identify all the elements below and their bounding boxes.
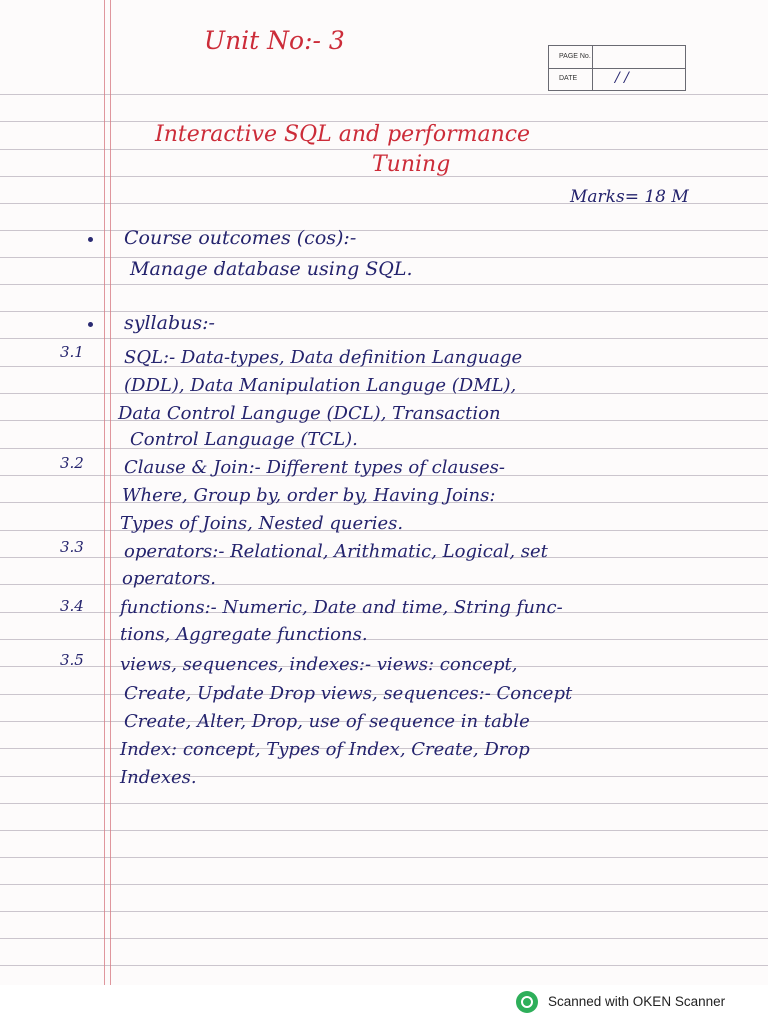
margin-line	[110, 0, 111, 985]
course-outcomes-text: Manage database using SQL.	[130, 258, 413, 280]
ruled-line	[0, 965, 768, 966]
course-outcomes-label: Course outcomes (cos):-	[124, 227, 357, 249]
syllabus-line: SQL:- Data-types, Data definition Language	[124, 347, 523, 368]
syllabus-item-number: 3.3	[60, 538, 84, 556]
syllabus-line: Clause & Join:- Different types of clauses-	[124, 457, 506, 478]
margin-line	[104, 0, 105, 985]
ruled-line	[0, 338, 768, 339]
ruled-line	[0, 230, 768, 231]
syllabus-item-number: 3.1	[60, 343, 84, 361]
page-no-label: PAGE No.	[549, 46, 593, 68]
ruled-line	[0, 830, 768, 831]
ruled-line	[0, 311, 768, 312]
syllabus-line: Types of Joins, Nested queries.	[120, 513, 404, 534]
unit-title-line2: Tuning	[372, 152, 451, 177]
page-date-stamp	[548, 45, 686, 91]
syllabus-line: views, sequences, indexes:- views: concept,	[120, 654, 518, 675]
ruled-line	[0, 938, 768, 939]
syllabus-line: Where, Group by, order by, Having Joins:	[122, 485, 496, 506]
bullet-dot	[88, 322, 93, 327]
syllabus-line: Data Control Languge (DCL), Transaction	[118, 403, 501, 424]
ruled-line	[0, 94, 768, 95]
unit-title-line1: Interactive SQL and performance	[155, 122, 531, 147]
syllabus-line: operators:- Relational, Arithmatic, Logical, set	[124, 541, 548, 562]
syllabus-label: syllabus:-	[124, 312, 215, 334]
ruled-line	[0, 803, 768, 804]
bullet-dot	[88, 237, 93, 242]
scanner-logo-icon	[516, 991, 538, 1013]
syllabus-item-number: 3.2	[60, 454, 84, 472]
syllabus-item-number: 3.4	[60, 597, 84, 615]
scanner-watermark-text: Scanned with OKEN Scanner	[548, 994, 726, 1009]
unit-heading: Unit No:- 3	[204, 26, 345, 55]
ruled-line	[0, 776, 768, 777]
ruled-line	[0, 584, 768, 585]
syllabus-line: Indexes.	[120, 767, 197, 788]
syllabus-line: tions, Aggregate functions.	[120, 624, 368, 645]
ruled-line	[0, 857, 768, 858]
syllabus-line: operators.	[122, 568, 216, 589]
syllabus-line: Create, Update Drop views, sequences:- Concept	[124, 683, 573, 704]
ruled-line	[0, 149, 768, 150]
ruled-line	[0, 911, 768, 912]
ruled-line	[0, 884, 768, 885]
syllabus-item-number: 3.5	[60, 651, 84, 669]
date-value: / /	[615, 70, 629, 86]
syllabus-line: Create, Alter, Drop, use of sequence in table	[124, 711, 530, 732]
scanner-footer	[0, 985, 768, 1024]
marks-label: Marks= 18 M	[570, 187, 689, 207]
ruled-line	[0, 284, 768, 285]
syllabus-line: (DDL), Data Manipulation Languge (DML),	[124, 375, 517, 396]
ruled-line	[0, 448, 768, 449]
ruled-line	[0, 639, 768, 640]
syllabus-line: Control Language (TCL).	[130, 429, 358, 450]
date-label: DATE	[549, 68, 593, 90]
syllabus-line: functions:- Numeric, Date and time, String func-	[120, 597, 563, 618]
syllabus-line: Index: concept, Types of Index, Create, Drop	[120, 739, 530, 760]
